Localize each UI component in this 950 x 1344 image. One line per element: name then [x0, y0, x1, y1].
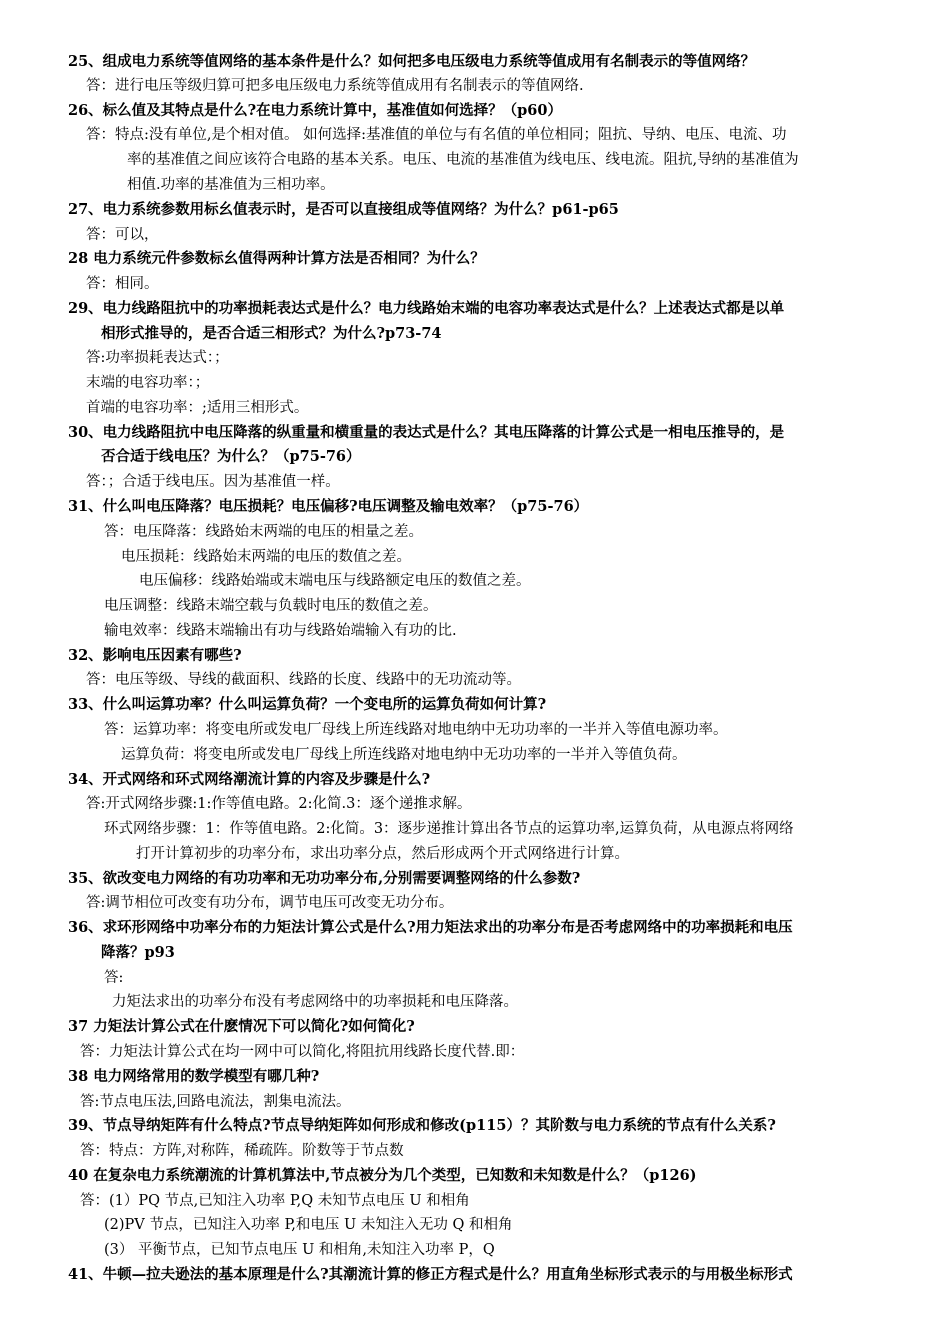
question-35: 35、欲改变电力网络的有功功率和无功功率分布,分别需要调整网络的什么参数?: [68, 870, 581, 887]
answer-35: 答:调节相位可改变有功分布，调节电压可改变无功分布。: [86, 895, 454, 911]
question-37: 37 力矩法计算公式在什麽情况下可以简化?如何简化?: [68, 1018, 415, 1035]
answer-29-line-3: 首端的电容功率：;适用三相形式。: [86, 400, 309, 416]
answer-29-line-2: 末端的电容功率：；: [86, 375, 210, 391]
answer-36-line-1: 答:: [104, 970, 124, 986]
answer-31-line-5: 输电效率：线路末端输出有功与线路始端输入有功的比.: [104, 623, 457, 639]
answer-40-line-3: (3） 平衡节点，已知节点电压 U 和相角,未知注入功率 P，Q: [104, 1242, 495, 1258]
answer-33-line-1: 答：运算功率：将变电所或发电厂母线上所连线路对地电纳中无功功率的一半并入等值电源功率。: [104, 722, 728, 738]
question-36-line-2: 降落？p93: [101, 944, 175, 961]
answer-29-line-1: 答:功率损耗表达式：；: [86, 350, 229, 366]
answer-34-line-1: 答:开式网络步骤:1:作等值电路。2:化简.3：逐个递推求解。: [86, 796, 472, 812]
answer-28: 答：相同。: [86, 276, 159, 292]
answer-25: 答：进行电压等级归算可把多电压级电力系统等值成用有名制表示的等值网络.: [86, 78, 584, 94]
answer-40-line-2: (2)PV 节点，已知注入功率 P,和电压 U 未知注入无功 Q 和相角: [104, 1217, 513, 1233]
answer-33-line-2: 运算负荷：将变电所或发电厂母线上所连线路对地电纳中无功功率的一半并入等值负荷。: [121, 747, 687, 763]
answer-34-line-3: 打开计算初步的功率分布，求出功率分点，然后形成两个开式网络进行计算。: [136, 846, 629, 862]
question-41: 41、牛顿—拉夫逊法的基本原理是什么?其潮流计算的修正方程式是什么？用直角坐标形式表示的与用极坐标形式: [68, 1266, 793, 1283]
answer-40-line-1: 答：(1）PQ 节点,已知注入功率 P,Q 未知节点电压 U 和相角: [80, 1193, 470, 1209]
question-26: 26、标么值及其特点是什么?在电力系统计算中，基准值如何选择？（p60）: [68, 102, 562, 119]
question-29-line-1: 29、电力线路阻抗中的功率损耗表达式是什么？电力线路始末端的电容功率表达式是什么？上述表达式都是以单: [68, 300, 785, 317]
answer-34-line-2: 环式网络步骤：1：作等值电路。2:化简。3：逐步递推计算出各节点的运算功率,运算负荷，从电源点将网络: [104, 821, 794, 837]
question-36-line-1: 36、求环形网络中功率分布的力矩法计算公式是什么?用力矩法求出的功率分布是否考虑网络中的功率损耗和电压: [68, 919, 793, 936]
answer-30: 答：；合适于线电压。因为基准值一样。: [86, 474, 340, 490]
answer-31-line-2: 电压损耗：线路始末两端的电压的数值之差。: [121, 549, 411, 565]
answer-38: 答:节点电压法,回路电流法，割集电流法。: [80, 1094, 351, 1110]
answer-31-line-1: 答：电压降落：线路始末两端的电压的相量之差。: [104, 524, 423, 540]
question-27: 27、电力系统参数用标幺值表示时，是否可以直接组成等值网络？为什么？p61-p65: [68, 201, 619, 218]
question-28: 28 电力系统元件参数标幺值得两种计算方法是否相同？为什么？: [68, 250, 485, 267]
question-40: 40 在复杂电力系统潮流的计算机算法中,节点被分为几个类型，已知数和未知数是什么？（p126): [68, 1167, 697, 1184]
question-32: 32、影响电压因素有哪些?: [68, 647, 242, 664]
answer-37: 答：力矩法计算公式在均一网中可以简化,将阻抗用线路长度代替.即：: [80, 1044, 525, 1060]
answer-26-line-3: 相值.功率的基准值为三相功率。: [127, 177, 335, 193]
question-30-line-1: 30、电力线路阻抗中电压降落的纵重量和横重量的表达式是什么？其电压降落的计算公式是一相电压推导的，是: [68, 424, 785, 441]
answer-27: 答：可以，: [86, 227, 159, 243]
answer-32: 答：电压等级、导线的截面积、线路的长度、线路中的无功流动等。: [86, 672, 521, 688]
question-31: 31、什么叫电压降落？电压损耗？电压偏移?电压调整及输电效率？（p75-76）: [68, 498, 589, 515]
answer-31-line-4: 电压调整：线路末端空载与负载时电压的数值之差。: [104, 598, 438, 614]
question-33: 33、什么叫运算功率？什么叫运算负荷？一个变电所的运算负荷如何计算?: [68, 696, 547, 713]
question-30-line-2: 否合适于线电压？为什么？（p75-76）: [101, 448, 361, 465]
answer-36-line-2: 力矩法求出的功率分布没有考虑网络中的功率损耗和电压降落。: [112, 994, 518, 1010]
question-25: 25、组成电力系统等值网络的基本条件是什么？如何把多电压级电力系统等值成用有名制表示的等值网络？: [68, 53, 756, 70]
answer-26-line-2: 率的基准值之间应该符合电路的基本关系。电压、电流的基准值为线电压、线电流。阻抗,导纳的基准值为: [127, 152, 799, 168]
question-29-line-2: 相形式推导的，是否合适三相形式？为什么?p73-74: [101, 325, 442, 342]
question-34: 34、开式网络和环式网络潮流计算的内容及步骤是什么?: [68, 771, 431, 788]
question-38: 38 电力网络常用的数学模型有哪几种?: [68, 1068, 320, 1085]
answer-39: 答：特点：方阵,对称阵，稀疏阵。阶数等于节点数: [80, 1143, 404, 1159]
answer-31-line-3: 电压偏移：线路始端或末端电压与线路额定电压的数值之差。: [139, 573, 531, 589]
answer-26-line-1: 答：特点:没有单位,是个相对值。 如何选择:基准值的单位与有名值的单位相同；阻抗、导纳、电压、电流、功: [86, 127, 787, 143]
question-39: 39、节点导纳矩阵有什么特点?节点导纳矩阵如何形成和修改(p115）？其阶数与电力系统的节点有什么关系?: [68, 1117, 776, 1134]
